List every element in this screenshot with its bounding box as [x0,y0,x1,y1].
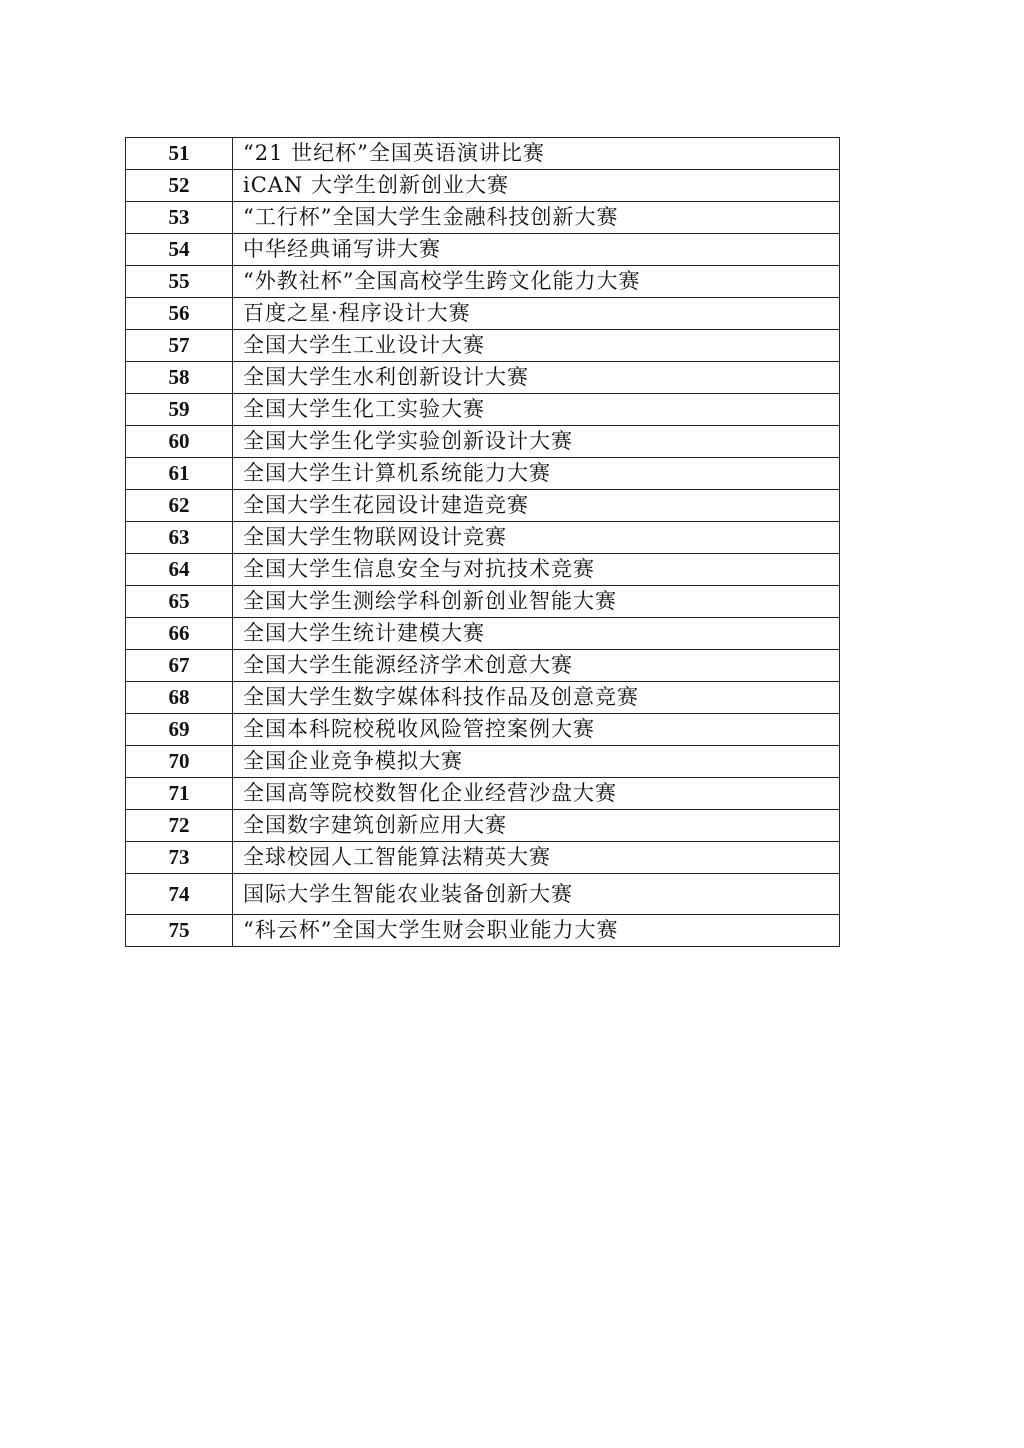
competition-name: 全国企业竞争模拟大赛 [233,746,840,778]
table-row [126,682,840,714]
table-row [126,522,840,554]
competition-name: iCAN 大学生创新创业大赛 [233,170,840,202]
row-number: 57 [126,330,233,362]
row-number: 65 [126,586,233,618]
row-number: 59 [126,394,233,426]
table-row [126,426,840,458]
competition-name: 全国大学生化工实验大赛 [233,394,840,426]
competition-name: 国际大学生智能农业装备创新大赛 [233,874,840,915]
table-row [126,138,840,170]
competition-name: 全国大学生工业设计大赛 [233,330,840,362]
row-number: 71 [126,778,233,810]
table-row [126,490,840,522]
table-row [126,874,840,915]
competition-name: 全国大学生物联网设计竞赛 [233,522,840,554]
table-row [126,650,840,682]
table-row [126,394,840,426]
table-row [126,618,840,650]
table-row [126,234,840,266]
row-number: 61 [126,458,233,490]
row-number: 58 [126,362,233,394]
competition-name: 全国大学生信息安全与对抗技术竞赛 [233,554,840,586]
row-number: 67 [126,650,233,682]
competition-table [125,137,840,947]
table-row [126,170,840,202]
row-number: 53 [126,202,233,234]
row-number: 52 [126,170,233,202]
competition-name: 全国大学生计算机系统能力大赛 [233,458,840,490]
competition-name: 全国数字建筑创新应用大赛 [233,810,840,842]
competition-name: 中华经典诵写讲大赛 [233,234,840,266]
row-number: 56 [126,298,233,330]
competition-name: “21 世纪杯”全国英语演讲比赛 [233,138,840,170]
competition-name: “外教社杯”全国高校学生跨文化能力大赛 [233,266,840,298]
competition-name: 全球校园人工智能算法精英大赛 [233,842,840,874]
row-number: 75 [126,915,233,947]
competition-name: 全国高等院校数智化企业经营沙盘大赛 [233,778,840,810]
row-number: 69 [126,714,233,746]
competition-name: 全国本科院校税收风险管控案例大赛 [233,714,840,746]
table-row [126,842,840,874]
table-row [126,202,840,234]
competition-name: 全国大学生测绘学科创新创业智能大赛 [233,586,840,618]
table-row [126,586,840,618]
row-number: 72 [126,810,233,842]
row-number: 55 [126,266,233,298]
table-row [126,554,840,586]
row-number: 54 [126,234,233,266]
competition-name: 百度之星·程序设计大赛 [233,298,840,330]
competition-name: “工行杯”全国大学生金融科技创新大赛 [233,202,840,234]
competition-name: “科云杯”全国大学生财会职业能力大赛 [233,915,840,947]
table-row [126,746,840,778]
row-number: 64 [126,554,233,586]
competition-name: 全国大学生水利创新设计大赛 [233,362,840,394]
row-number: 73 [126,842,233,874]
table-row [126,714,840,746]
row-number: 63 [126,522,233,554]
table-row [126,778,840,810]
competition-name: 全国大学生数字媒体科技作品及创意竞赛 [233,682,840,714]
row-number: 74 [126,874,233,915]
row-number: 51 [126,138,233,170]
row-number: 60 [126,426,233,458]
competition-name: 全国大学生能源经济学术创意大赛 [233,650,840,682]
row-number: 68 [126,682,233,714]
competition-name: 全国大学生统计建模大赛 [233,618,840,650]
table-row [126,266,840,298]
row-number: 70 [126,746,233,778]
competition-name: 全国大学生花园设计建造竞赛 [233,490,840,522]
table-row [126,362,840,394]
row-number: 66 [126,618,233,650]
table-row [126,458,840,490]
table-row [126,330,840,362]
competition-name: 全国大学生化学实验创新设计大赛 [233,426,840,458]
row-number: 62 [126,490,233,522]
table-row [126,298,840,330]
table-row [126,810,840,842]
table-row [126,915,840,947]
